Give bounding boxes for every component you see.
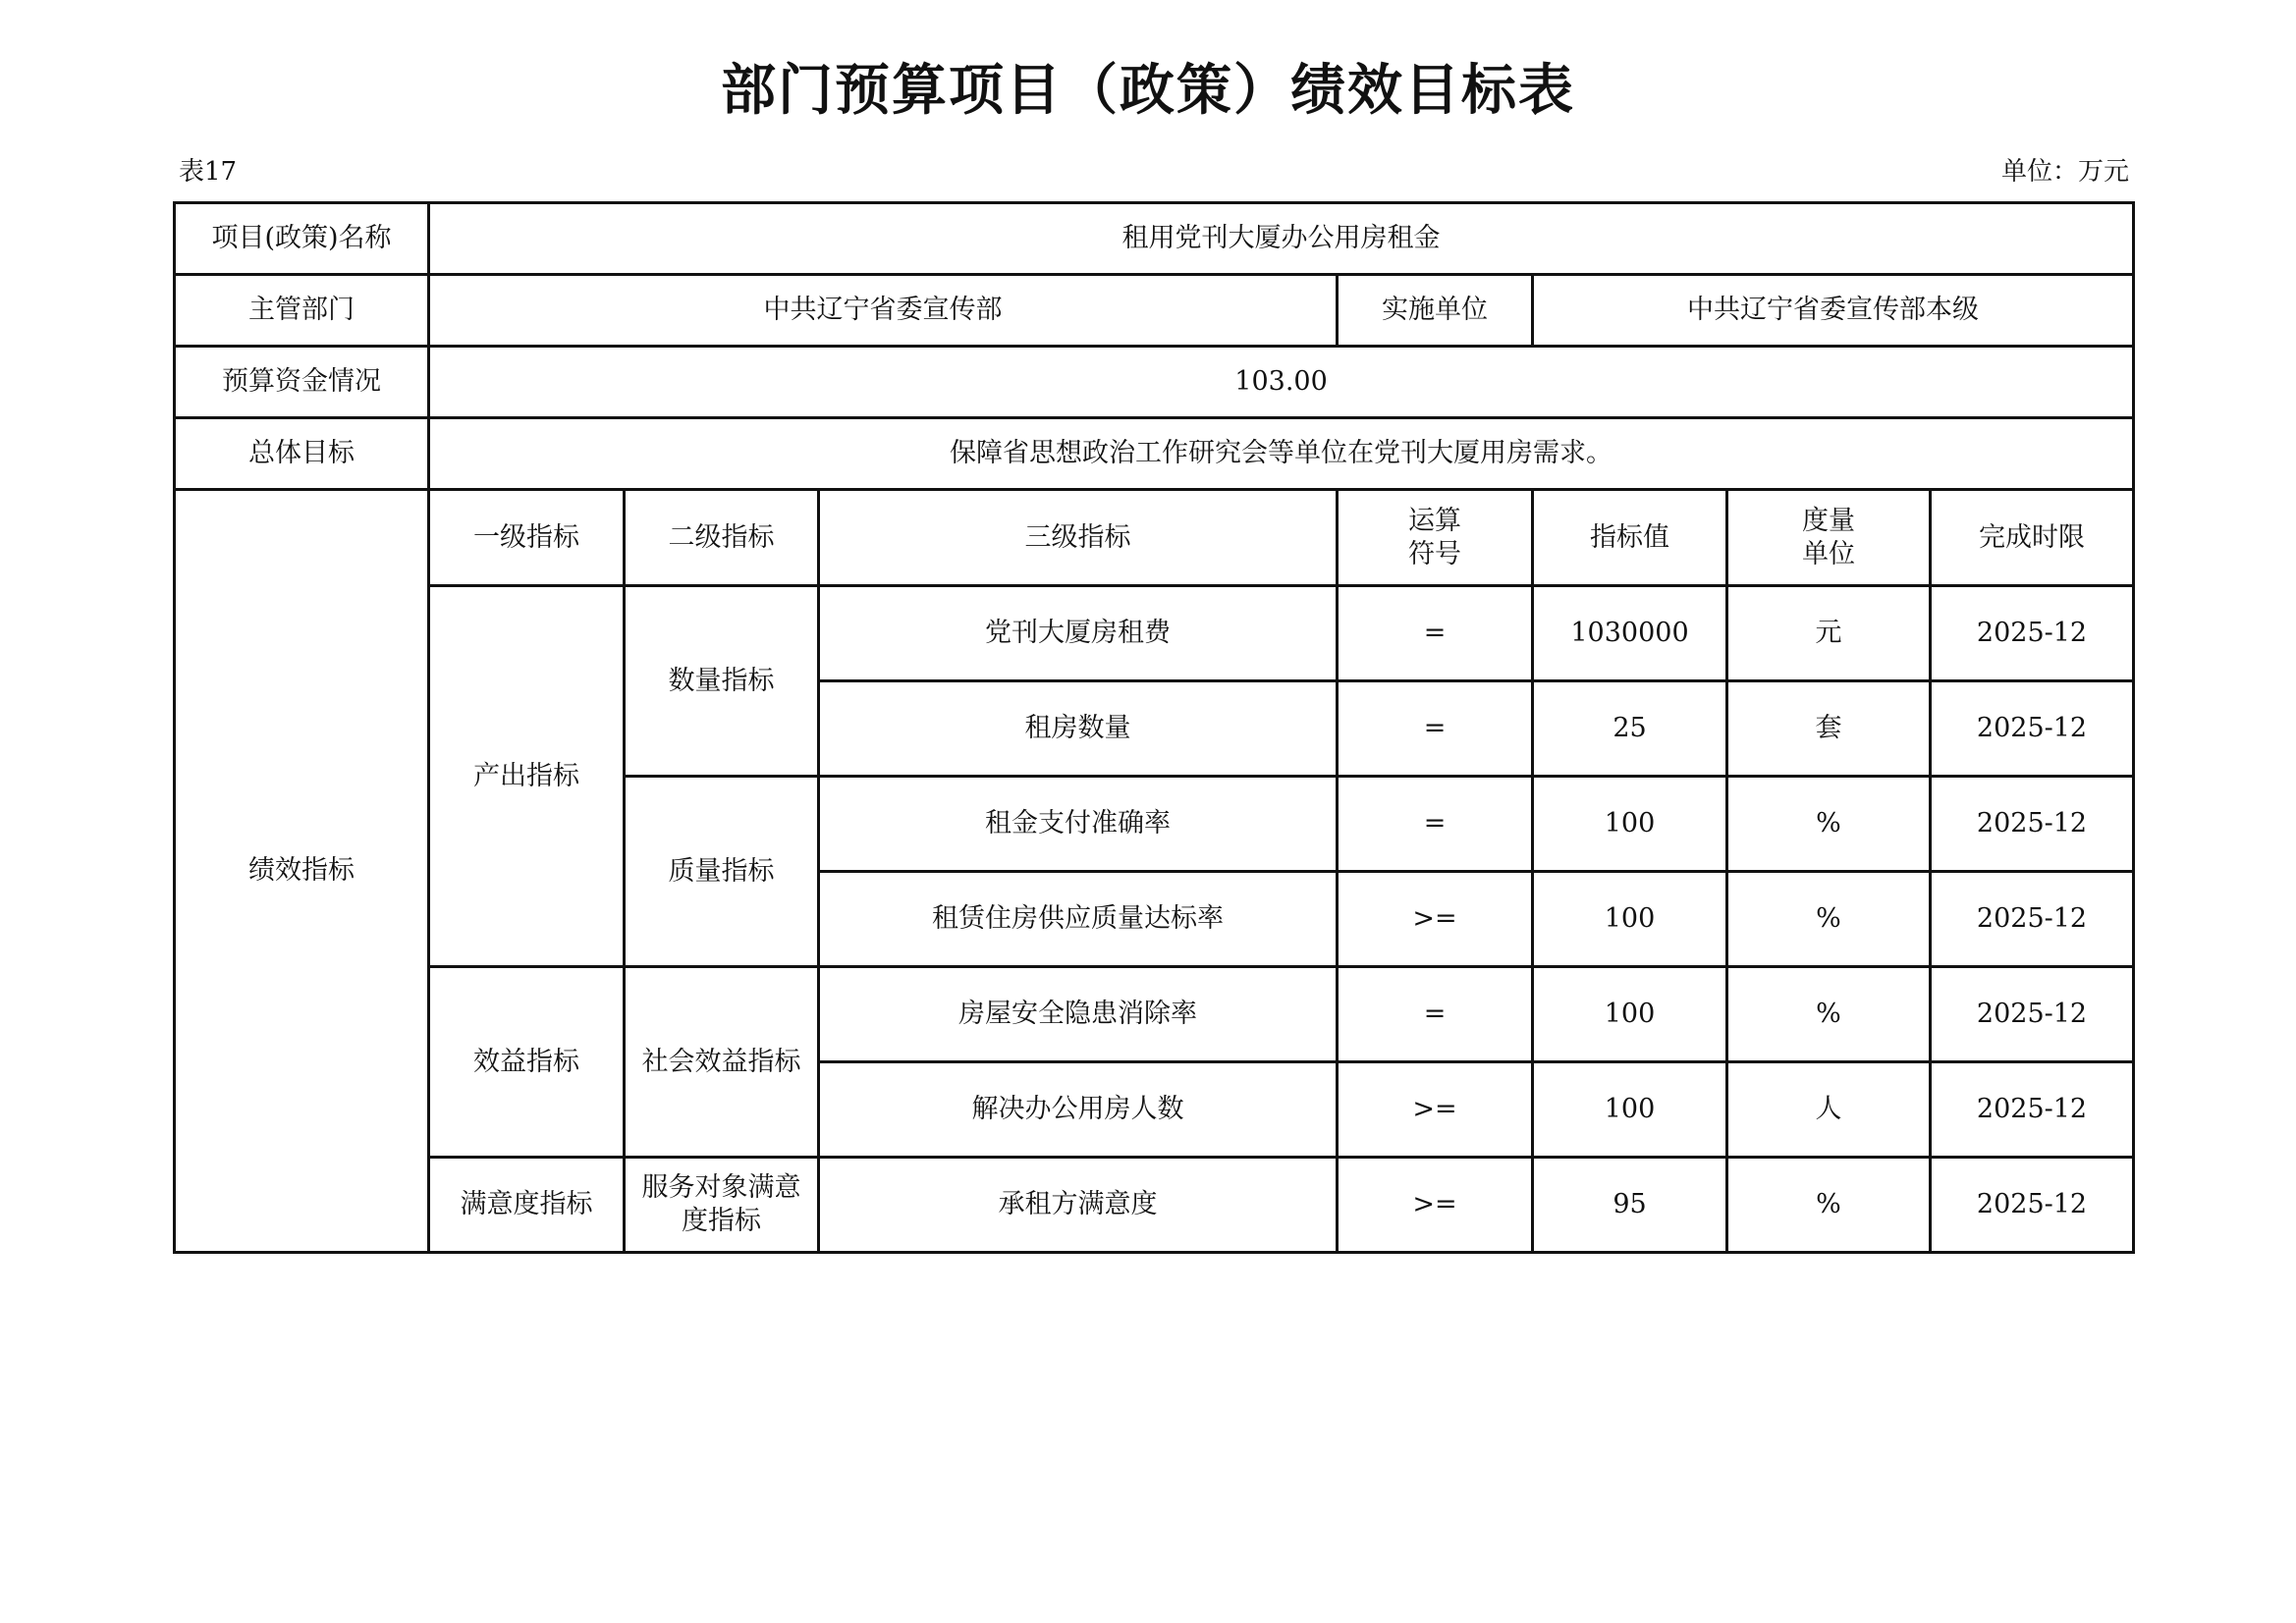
header-unit-line2: 单位 [1802,538,1855,569]
indicator-unit: % [1727,872,1931,967]
project-name-row [175,203,2134,275]
performance-table [173,201,2135,1254]
budget-label: 预算资金情况 [175,347,429,418]
page-title: 部门预算项目（政策）绩效目标表 [721,59,1575,123]
indicator-deadline: 2025-12 [1931,1062,2134,1158]
indicator-name: 党刊大厦房租费 [819,586,1338,681]
level1-satisfaction: 满意度指标 [429,1158,625,1253]
indicator-unit: 人 [1727,1062,1931,1158]
indicator-operator: >= [1338,1062,1533,1158]
indicator-unit: % [1727,777,1931,872]
indicator-value: 100 [1533,777,1727,872]
level2-service-line1: 服务对象满意 [641,1172,801,1203]
indicator-operator: = [1338,586,1533,681]
header-unit-line1: 度量 [1802,505,1855,536]
level2-service [625,1158,819,1253]
header-operator-line1: 运算 [1408,505,1461,536]
indicator-deadline: 2025-12 [1931,872,2134,967]
table-row [175,967,2134,1062]
indicator-name: 房屋安全隐患消除率 [819,967,1338,1062]
overall-goal-row [175,418,2134,490]
indicator-name: 承租方满意度 [819,1158,1338,1253]
indicator-value: 25 [1533,681,1727,777]
indicator-operator: = [1338,967,1533,1062]
indicator-header-row [175,490,2134,586]
indicator-operator: = [1338,777,1533,872]
table-row [175,586,2134,681]
indicator-value: 100 [1533,872,1727,967]
overall-goal-label: 总体目标 [175,418,429,490]
indicator-operator: >= [1338,872,1533,967]
header-unit [1727,490,1931,586]
budget-value: 103.00 [429,347,2134,418]
indicator-unit: % [1727,967,1931,1062]
header-level1: 一级指标 [429,490,625,586]
indicator-value: 100 [1533,1062,1727,1158]
indicator-deadline: 2025-12 [1931,777,2134,872]
level2-quantity: 数量指标 [625,586,819,777]
implementer-value: 中共辽宁省委宣传部本级 [1533,275,2134,347]
level2-quality: 质量指标 [625,777,819,967]
indicator-value: 95 [1533,1158,1727,1253]
indicator-value: 1030000 [1533,586,1727,681]
header-deadline: 完成时限 [1931,490,2134,586]
header-value: 指标值 [1533,490,1727,586]
indicator-deadline: 2025-12 [1931,967,2134,1062]
level1-benefit: 效益指标 [429,967,625,1158]
department-label: 主管部门 [175,275,429,347]
indicator-name: 租赁住房供应质量达标率 [819,872,1338,967]
indicators-section-label: 绩效指标 [175,490,429,1253]
indicator-deadline: 2025-12 [1931,586,2134,681]
indicator-name: 解决办公用房人数 [819,1062,1338,1158]
level1-output: 产出指标 [429,586,625,967]
unit-label: 单位：万元 [2000,157,2129,187]
indicator-name: 租房数量 [819,681,1338,777]
header-level3: 三级指标 [819,490,1338,586]
indicator-unit: 元 [1727,586,1931,681]
indicator-deadline: 2025-12 [1931,1158,2134,1253]
header-operator [1338,490,1533,586]
indicator-unit: 套 [1727,681,1931,777]
table-number: 表17 [179,157,238,187]
implementer-label: 实施单位 [1338,275,1533,347]
project-name-value: 租用党刊大厦办公用房租金 [429,203,2134,275]
department-row [175,275,2134,347]
level2-service-line2: 度指标 [682,1206,761,1236]
indicator-deadline: 2025-12 [1931,681,2134,777]
budget-row [175,347,2134,418]
indicator-operator: >= [1338,1158,1533,1253]
table-row [175,1158,2134,1253]
indicator-name: 租金支付准确率 [819,777,1338,872]
header-operator-line2: 符号 [1408,538,1461,569]
header-level2: 二级指标 [625,490,819,586]
overall-goal-value: 保障省思想政治工作研究会等单位在党刊大厦用房需求。 [429,418,2134,490]
project-name-label: 项目(政策)名称 [175,203,429,275]
indicator-value: 100 [1533,967,1727,1062]
department-value: 中共辽宁省委宣传部 [429,275,1338,347]
level2-social: 社会效益指标 [625,967,819,1158]
indicator-unit: % [1727,1158,1931,1253]
indicator-operator: = [1338,681,1533,777]
